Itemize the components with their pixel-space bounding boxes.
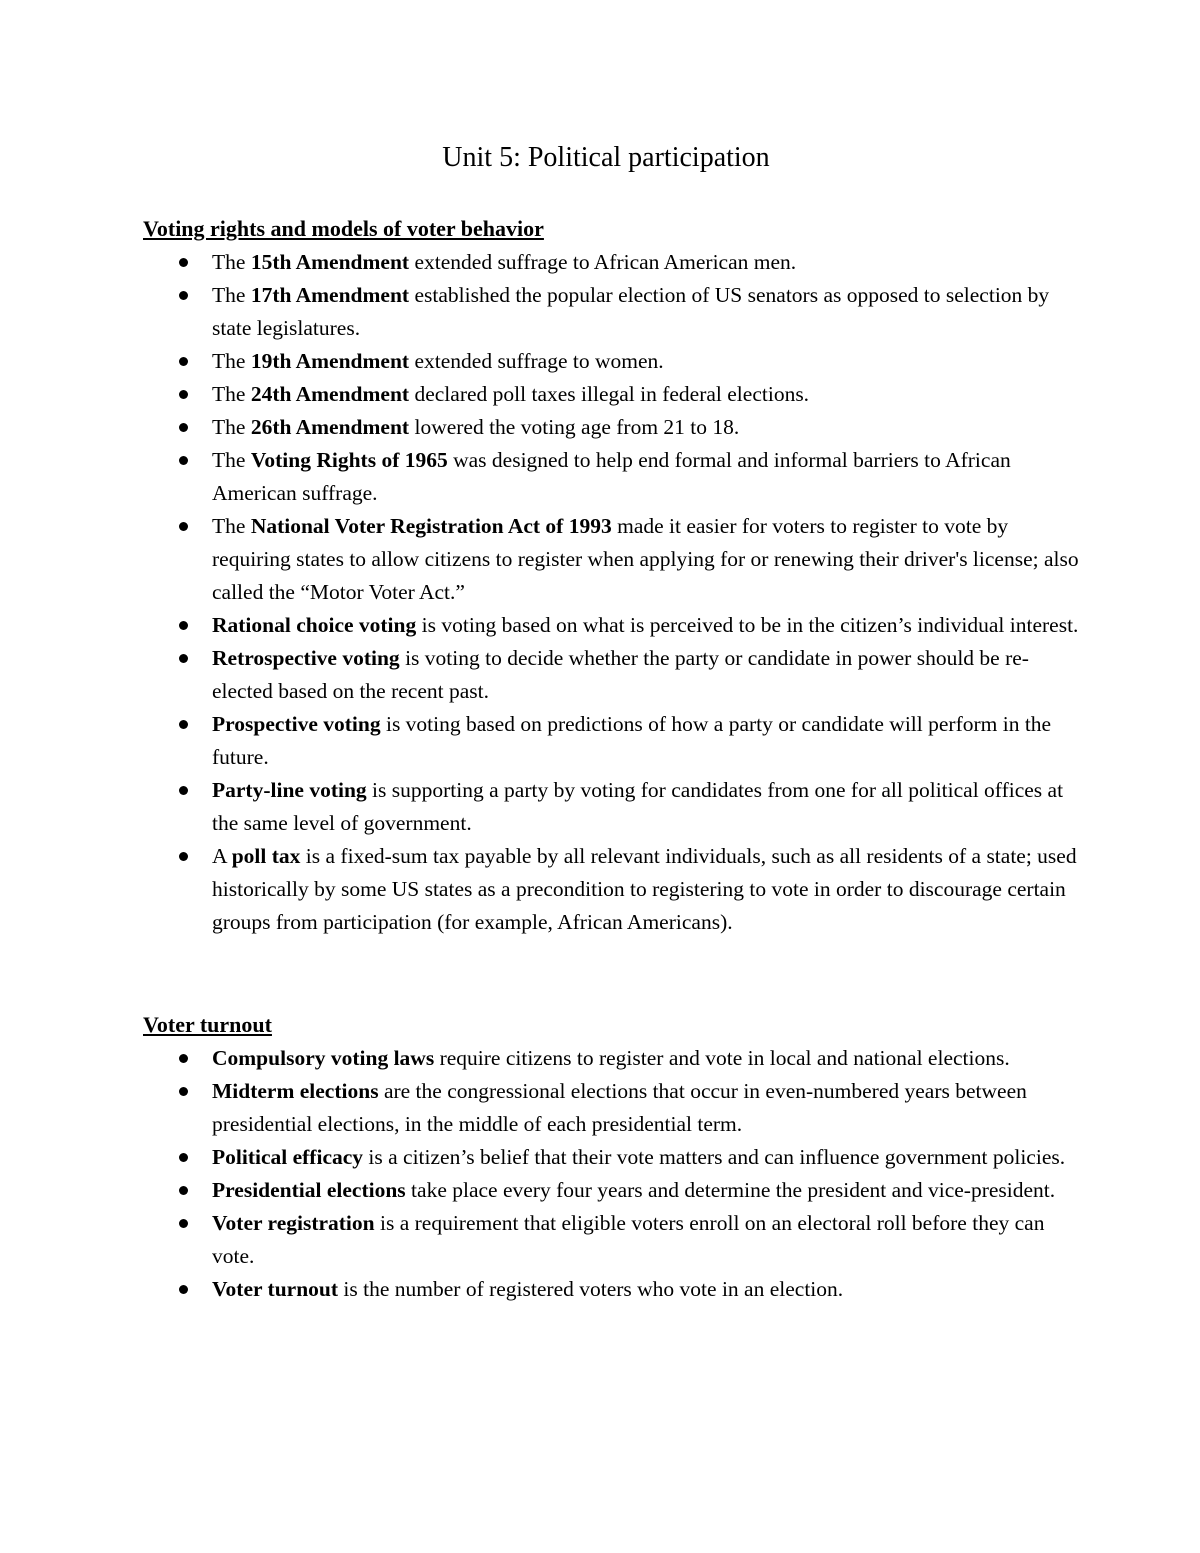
- list-item: [143, 279, 1083, 345]
- list-item: [143, 642, 1083, 708]
- bullet-icon: [179, 357, 188, 366]
- item-definition: declared poll taxes illegal in federal elections.: [409, 382, 810, 406]
- item-term: 19th Amendment: [250, 349, 410, 373]
- item-definition: extended suffrage to women.: [409, 349, 664, 373]
- item-term: 15th Amendment: [250, 250, 410, 274]
- item-term: Retrospective voting: [212, 646, 400, 670]
- list-item: [143, 510, 1083, 609]
- bullet-list: [143, 246, 1083, 939]
- item-term: Voter registration: [212, 1211, 375, 1235]
- list-item: [143, 774, 1083, 840]
- item-lead-text: The: [212, 448, 251, 472]
- item-definition: is voting based on what is perceived to be in the citizen’s individual interest.: [416, 613, 1079, 637]
- item-definition: extended suffrage to African American men.: [409, 250, 797, 274]
- page-title: Unit 5: Political participation: [442, 142, 770, 173]
- item-lead-text: The: [212, 250, 251, 274]
- item-term: Rational choice voting: [212, 613, 417, 637]
- item-definition: lowered the voting age from 21 to 18.: [409, 415, 740, 439]
- section-voting-rights: [143, 212, 1083, 939]
- item-term: Presidential elections: [212, 1178, 406, 1202]
- bullet-icon: [179, 621, 188, 630]
- item-definition: is supporting a party by voting for candidates from one for all political offices at the same level of government.: [212, 778, 1064, 835]
- bullet-icon: [179, 258, 188, 267]
- bullet-icon: [179, 786, 188, 795]
- item-definition: is a citizen’s belief that their vote matters and can influence government policies.: [363, 1145, 1066, 1169]
- bullet-icon: [179, 1153, 188, 1162]
- list-item: [143, 1075, 1083, 1141]
- bullet-icon: [179, 654, 188, 663]
- list-item: [143, 411, 1083, 444]
- item-definition: require citizens to register and vote in local and national elections.: [434, 1046, 1010, 1070]
- item-term: poll tax: [231, 844, 301, 868]
- list-item: [143, 1174, 1083, 1207]
- list-item: [143, 345, 1083, 378]
- item-definition: was designed to help end formal and informal barriers to African American suffrage.: [212, 448, 1011, 505]
- list-item: [143, 246, 1083, 279]
- bullet-icon: [179, 291, 188, 300]
- item-term: Party-line voting: [212, 778, 367, 802]
- list-item: [143, 609, 1083, 642]
- item-lead-text: The: [212, 283, 251, 307]
- bullet-icon: [179, 720, 188, 729]
- list-item: [143, 1207, 1083, 1273]
- bullet-icon: [179, 522, 188, 531]
- item-definition: is voting based on predictions of how a party or candidate will perform in the future.: [212, 712, 1052, 769]
- list-item: [143, 444, 1083, 510]
- section-heading: Voting rights and models of voter behavior: [143, 216, 544, 241]
- item-lead-text: The: [212, 415, 251, 439]
- item-lead-text: The: [212, 514, 251, 538]
- item-term: Voter turnout: [212, 1277, 339, 1301]
- list-item: [143, 1042, 1083, 1075]
- item-term: National Voter Registration Act of 1993: [250, 514, 612, 538]
- item-definition: take place every four years and determine the president and vice-president.: [405, 1178, 1056, 1202]
- item-term: Voting Rights of 1965: [250, 448, 448, 472]
- bullet-icon: [179, 423, 188, 432]
- item-definition: established the popular election of US senators as opposed to selection by state legislatures.: [212, 283, 1050, 340]
- bullet-icon: [179, 852, 188, 861]
- bullet-list: [143, 1042, 1083, 1306]
- item-lead-text: The: [212, 349, 251, 373]
- bullet-icon: [179, 390, 188, 399]
- list-item: [143, 1141, 1083, 1174]
- bullet-icon: [179, 1054, 188, 1063]
- item-term: Prospective voting: [212, 712, 381, 736]
- item-lead-text: The: [212, 382, 251, 406]
- bullet-icon: [179, 456, 188, 465]
- section-voter-turnout: [143, 1008, 1083, 1306]
- item-lead-text: A: [212, 844, 232, 868]
- item-definition: made it easier for voters to register to vote by requiring states to allow citizens to register when applying for or renewing their driver's license; also called the “Motor Voter Act.”: [212, 514, 1079, 604]
- item-term: 26th Amendment: [250, 415, 410, 439]
- bullet-icon: [179, 1219, 188, 1228]
- list-item: [143, 1273, 1083, 1306]
- item-definition: is a fixed-sum tax payable by all relevant individuals, such as all residents of a state; used historically by some US states as a precondition to registering to vote in order to discourage certain groups from participation (for example, African Americans).: [212, 844, 1077, 934]
- item-term: Midterm elections: [212, 1079, 379, 1103]
- list-item: [143, 378, 1083, 411]
- item-definition: are the congressional elections that occur in even-numbered years between presidential elections, in the middle of each presidential term.: [212, 1079, 1027, 1136]
- bullet-icon: [179, 1186, 188, 1195]
- item-definition: is the number of registered voters who vote in an election.: [338, 1277, 844, 1301]
- item-definition: is a requirement that eligible voters enroll on an electoral roll before they can vote.: [212, 1211, 1045, 1268]
- section-heading: Voter turnout: [143, 1012, 272, 1037]
- list-item: [143, 708, 1083, 774]
- item-term: 24th Amendment: [250, 382, 410, 406]
- item-definition: is voting to decide whether the party or candidate in power should be re-elected based on the recent past.: [212, 646, 1029, 703]
- bullet-icon: [179, 1087, 188, 1096]
- bullet-icon: [179, 1285, 188, 1294]
- item-term: Political efficacy: [212, 1145, 364, 1169]
- list-item: [143, 840, 1083, 939]
- item-term: 17th Amendment: [250, 283, 410, 307]
- item-term: Compulsory voting laws: [212, 1046, 435, 1070]
